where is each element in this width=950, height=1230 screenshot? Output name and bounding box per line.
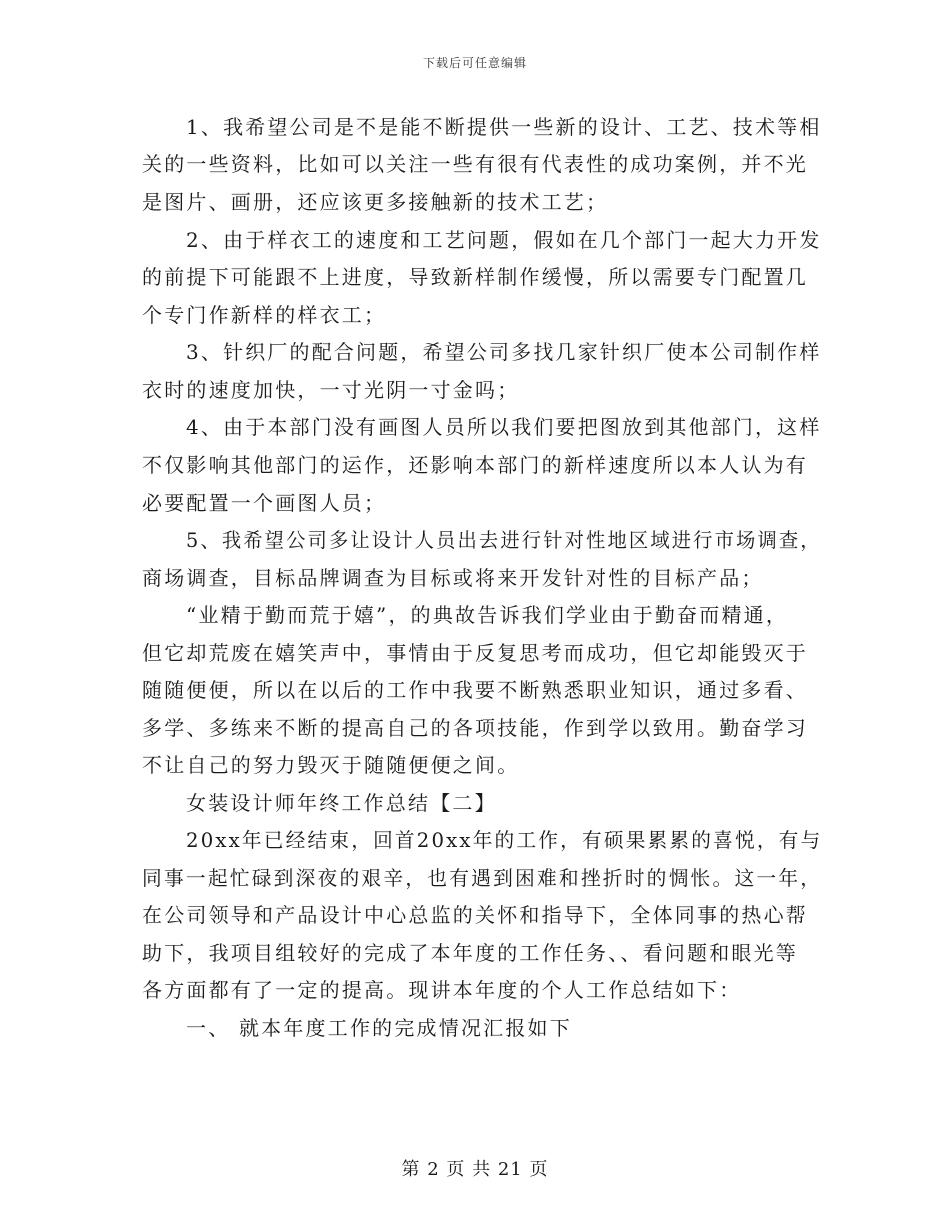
text-line: 3、针织厂的配合问题，希望公司多找几家针织厂使本公司制作样 [186, 340, 822, 364]
text-line: 5、我希望公司多让设计人员出去进行针对性地区域进行市场调查， [186, 528, 822, 552]
text-line: 在公司领导和产品设计中心总监的关怀和指导下，全体同事的热心帮 [142, 903, 808, 927]
section-heading: 女装设计师年终工作总结【二】 [186, 791, 497, 815]
text-line: 助下，我项目组较好的完成了本年度的工作任务、、看问题和眼光等 [142, 941, 798, 965]
text-line: 随随便便，所以在以后的工作中我要不断熟悉职业知识，通过多看、 [142, 678, 808, 702]
text-line: 1、我希望公司是不是能不断提供一些新的设计、工艺、技术等相 [186, 115, 822, 139]
text-line: 的前提下可能跟不上进度，导致新样制作缓慢，所以需要专门配置几 [142, 265, 808, 289]
page-footer: 第 2 页 共 21 页 [401, 1159, 549, 1180]
text-line: 20xx年已经结束，回首20xx年的工作，有硕果累累的喜悦，有与 [186, 828, 823, 852]
text-line: 关的一些资料，比如可以关注一些有很有代表性的成功案例，并不光 [142, 152, 808, 176]
text-line: 是图片、画册，还应该更多接触新的技术工艺； [142, 190, 609, 214]
text-line: 不让自己的努力毁灭于随随便便之间。 [142, 753, 520, 777]
text-line: 商场调查，目标品牌调查为目标或将来开发针对性的目标产品； [142, 566, 764, 590]
text-line: 4、由于本部门没有画图人员所以我们要把图放到其他部门，这样 [186, 415, 822, 439]
subsection-heading: 一、 就本年度工作的完成情况汇报如下 [186, 1016, 572, 1040]
text-line: 同事一起忙碌到深夜的艰辛，也有遇到困难和挫折时的惆怅。这一年， [142, 866, 823, 890]
text-line: 多学、多练来不断的提高自己的各项技能，作到学以致用。勤奋学习 [142, 716, 808, 740]
text-line: “业精于勤而荒于嬉”，的典故告诉我们学业由于勤奋而精通， [186, 603, 789, 627]
text-line: 但它却荒废在嬉笑声中，事情由于反复思考而成功，但它却能毁灭于 [142, 641, 808, 665]
text-line: 个专门作新样的样衣工； [142, 303, 387, 327]
text-line: 2、由于样衣工的速度和工艺问题，假如在几个部门一起大力开发 [186, 228, 822, 252]
text-line: 各方面都有了一定的提高。现讲本年度的个人工作总结如下： [142, 978, 742, 1002]
text-line: 必要配置一个画图人员； [142, 491, 387, 515]
text-line: 衣时的速度加快，一寸光阴一寸金吗； [142, 378, 520, 402]
page-header: 下载后可任意编辑 [422, 56, 527, 70]
text-line: 不仅影响其他部门的运作，还影响本部门的新样速度所以本人认为有 [142, 453, 808, 477]
